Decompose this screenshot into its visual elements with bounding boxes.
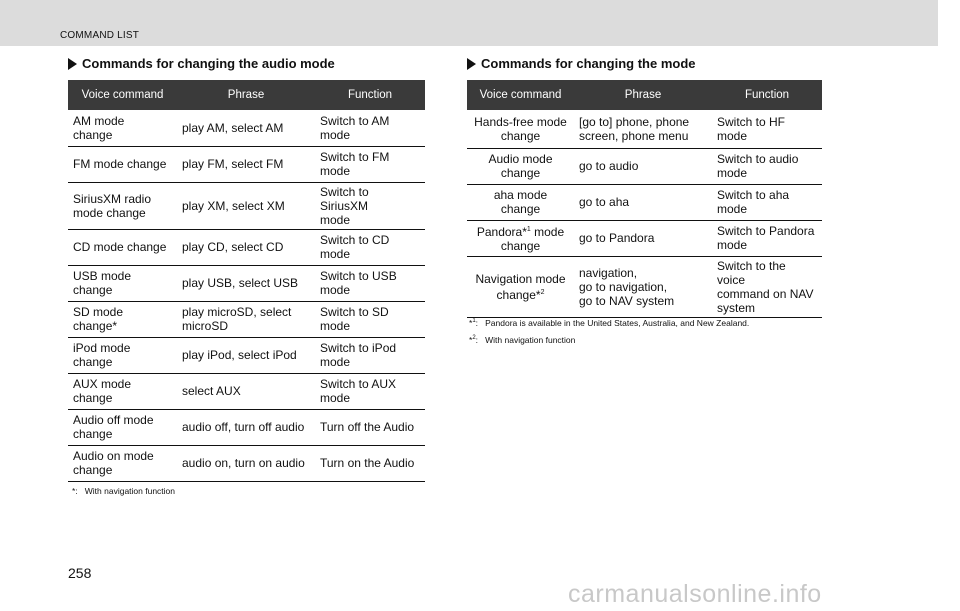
- table-row: [68, 110, 425, 146]
- function-cell: Switch to CD mode: [315, 229, 425, 265]
- voice-command-cell: Audio on mode change: [68, 445, 177, 481]
- table-row: [68, 445, 425, 481]
- voice-command-cell: USB mode change: [68, 265, 177, 301]
- audio-mode-table: [68, 80, 425, 482]
- table-row: [68, 373, 425, 409]
- voice-command-cell: Audio off mode change: [68, 409, 177, 445]
- phrase-cell: play CD, select CD: [177, 229, 315, 265]
- col-header-voice-command: Voice command: [467, 80, 574, 110]
- voice-command-cell: AUX mode change: [68, 373, 177, 409]
- mode-section-title: Commands for changing the mode: [467, 56, 696, 71]
- phrase-cell: navigation, go to navigation, go to NAV system: [574, 256, 712, 317]
- triangle-bullet-icon: [467, 58, 476, 70]
- table-row: [68, 229, 425, 265]
- watermark: carmanualsonline.info: [568, 580, 822, 608]
- audio-section-title: Commands for changing the audio mode: [68, 56, 335, 71]
- function-cell: Turn on the Audio: [315, 445, 425, 481]
- function-cell: Switch to FM mode: [315, 146, 425, 182]
- mode-change-table: [467, 80, 822, 318]
- function-cell: Switch to USB mode: [315, 265, 425, 301]
- phrase-cell: audio off, turn off audio: [177, 409, 315, 445]
- function-cell: Switch to AM mode: [315, 110, 425, 146]
- phrase-cell: play FM, select FM: [177, 146, 315, 182]
- function-cell: Switch to iPod mode: [315, 337, 425, 373]
- col-header-voice-command: Voice command: [68, 80, 177, 110]
- phrase-cell: go to Pandora: [574, 220, 712, 256]
- function-cell: Switch to audio mode: [712, 148, 822, 184]
- voice-command-cell: iPod mode change: [68, 337, 177, 373]
- col-header-function: Function: [315, 80, 425, 110]
- table-row: [68, 409, 425, 445]
- function-cell: Switch to SiriusXM mode: [315, 182, 425, 229]
- phrase-cell: play iPod, select iPod: [177, 337, 315, 373]
- col-header-function: Function: [712, 80, 822, 110]
- triangle-bullet-icon: [68, 58, 77, 70]
- phrase-cell: play USB, select USB: [177, 265, 315, 301]
- phrase-cell: [go to] phone, phone screen, phone menu: [574, 110, 712, 148]
- table-row: [467, 184, 822, 220]
- col-header-phrase: Phrase: [177, 80, 315, 110]
- phrase-cell: audio on, turn on audio: [177, 445, 315, 481]
- voice-command-cell: SiriusXM radio mode change: [68, 182, 177, 229]
- mode-footnote-2: *$^2$: With navigation function: [469, 334, 576, 345]
- table-row: [467, 110, 822, 148]
- voice-command-cell: Pandora*$^1$ mode change: [467, 220, 574, 256]
- table-row: [68, 265, 425, 301]
- table-row: [68, 182, 425, 229]
- voice-command-cell: SD mode change*: [68, 301, 177, 337]
- voice-command-cell: aha mode change: [467, 184, 574, 220]
- col-header-phrase: Phrase: [574, 80, 712, 110]
- voice-command-cell: AM mode change: [68, 110, 177, 146]
- page-number: 258: [68, 565, 92, 581]
- table-row: [467, 256, 822, 317]
- phrase-cell: play XM, select XM: [177, 182, 315, 229]
- function-cell: Turn off the Audio: [315, 409, 425, 445]
- voice-command-cell: FM mode change: [68, 146, 177, 182]
- table-row: [467, 220, 822, 256]
- function-cell: Switch to the voice command on NAV system: [712, 256, 822, 317]
- voice-command-cell: CD mode change: [68, 229, 177, 265]
- voice-command-cell: Hands-free mode change: [467, 110, 574, 148]
- table-row: [68, 146, 425, 182]
- function-cell: Switch to aha mode: [712, 184, 822, 220]
- phrase-cell: go to aha: [574, 184, 712, 220]
- function-cell: Switch to AUX mode: [315, 373, 425, 409]
- phrase-cell: play AM, select AM: [177, 110, 315, 146]
- header-title: COMMAND LIST: [60, 30, 140, 41]
- phrase-cell: play microSD, select microSD: [177, 301, 315, 337]
- header-bar: [0, 0, 938, 46]
- voice-command-cell: Navigation mode change*$^2$: [467, 256, 574, 317]
- phrase-cell: go to audio: [574, 148, 712, 184]
- audio-footnote: *: With navigation function: [72, 486, 176, 496]
- table-row: [467, 148, 822, 184]
- function-cell: Switch to HF mode: [712, 110, 822, 148]
- voice-command-cell: Audio mode change: [467, 148, 574, 184]
- table-row: [68, 301, 425, 337]
- function-cell: Switch to SD mode: [315, 301, 425, 337]
- phrase-cell: select AUX: [177, 373, 315, 409]
- mode-footnote-1: *$^1$: Pandora is available in the United States, Australia, and New Zealand.: [469, 317, 750, 328]
- function-cell: Switch to Pandora mode: [712, 220, 822, 256]
- table-row: [68, 337, 425, 373]
